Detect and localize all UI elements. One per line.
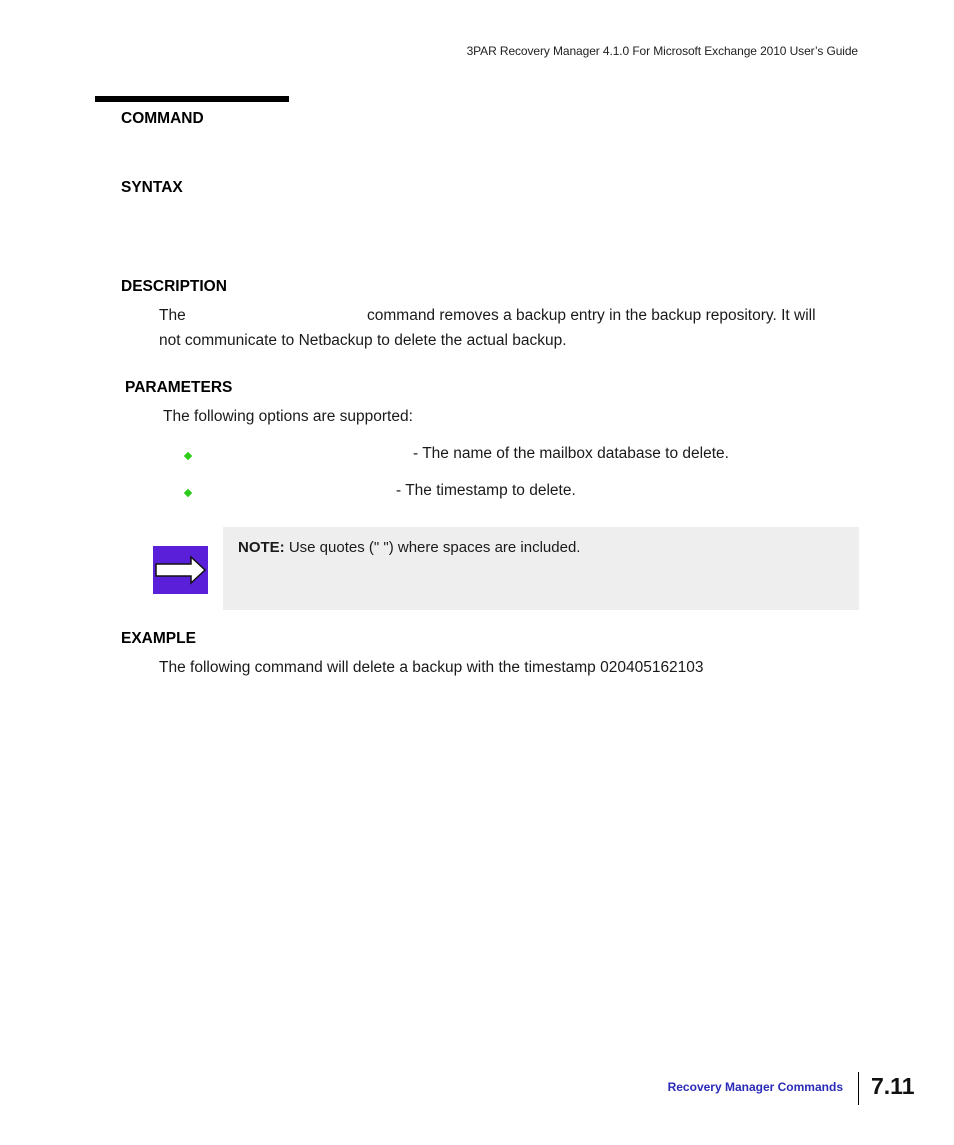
parameter-item-database: - The name of the mailbox database to delete. xyxy=(413,445,729,462)
parameter-item-timestamp: - The timestamp to delete. xyxy=(396,482,576,499)
parameters-intro: The following options are supported: xyxy=(163,408,413,425)
bullet-icon xyxy=(184,452,192,460)
note-body: Use quotes (" ") where spaces are included. xyxy=(288,539,581,556)
example-heading: EXAMPLE xyxy=(121,630,196,647)
description-line1-suffix: command removes a backup entry in the backup repository. It will xyxy=(367,307,816,324)
footer-divider xyxy=(858,1072,859,1105)
note-label: NOTE: xyxy=(238,539,285,556)
running-header: 3PAR Recovery Manager 4.1.0 For Microsoft Exchange 2010 User’s Guide xyxy=(466,44,858,58)
description-heading: DESCRIPTION xyxy=(121,278,227,295)
bullet-icon xyxy=(184,489,192,497)
syntax-heading: SYNTAX xyxy=(121,179,183,196)
description-line1-prefix: The xyxy=(159,307,186,324)
page-number: 7.11 xyxy=(871,1073,915,1099)
description-line2: not communicate to Netbackup to delete the actual backup. xyxy=(159,332,567,349)
arrow-right-icon xyxy=(153,546,208,594)
command-heading: COMMAND xyxy=(121,110,204,127)
parameters-heading: PARAMETERS xyxy=(125,379,233,396)
note-text xyxy=(238,539,580,556)
example-text: The following command will delete a backup with the timestamp 020405162103 xyxy=(159,659,704,676)
section-top-rule xyxy=(95,96,289,102)
footer-section-label: Recovery Manager Commands xyxy=(667,1080,843,1094)
